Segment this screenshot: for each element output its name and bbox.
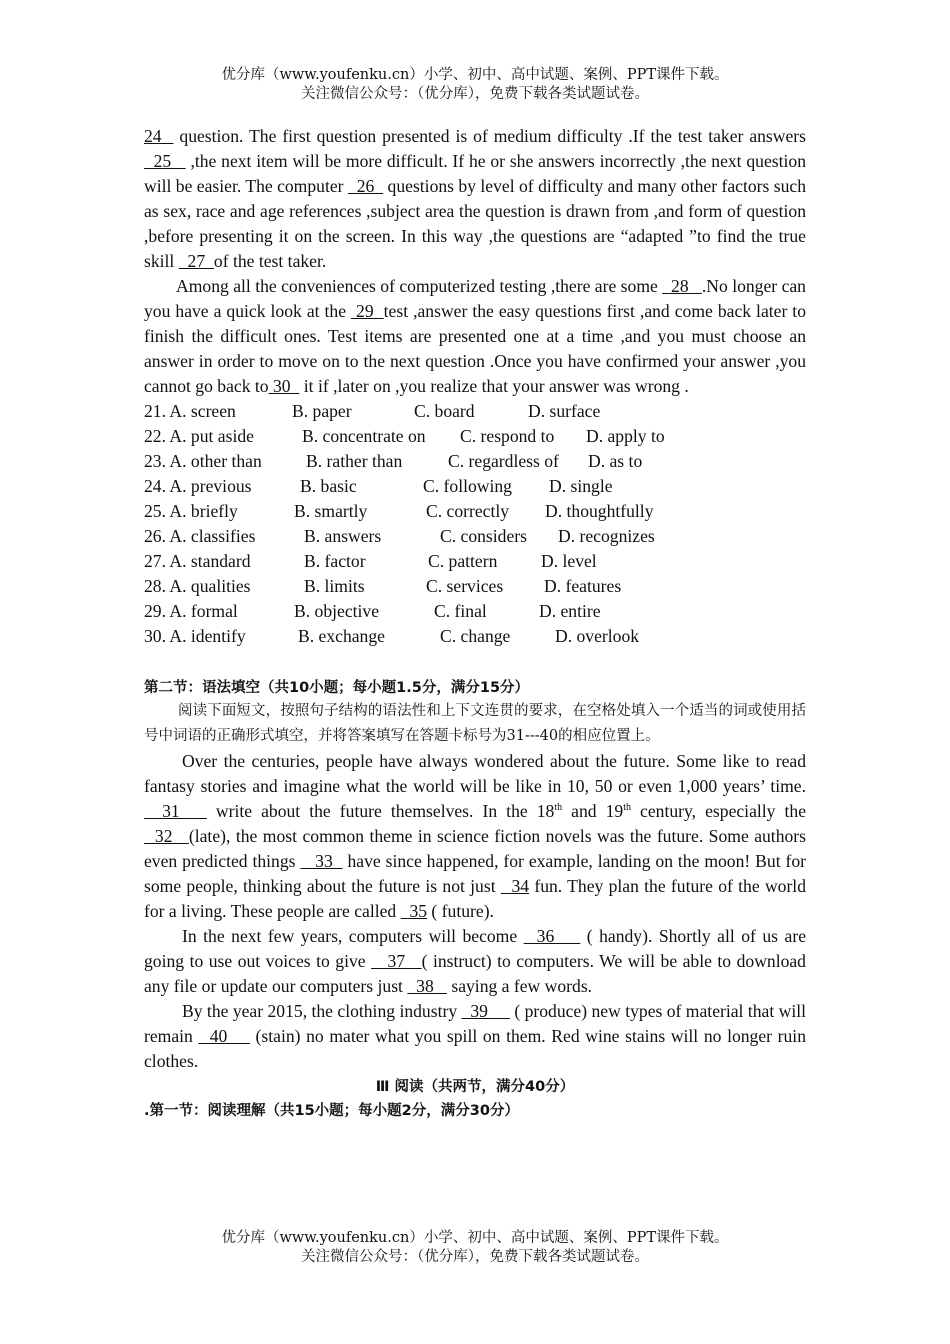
blank-30: 30 <box>268 376 300 396</box>
blank-33: 33 <box>300 851 343 871</box>
page-footer <box>0 1229 950 1267</box>
passage2-paragraph-3: By the year 2015, the clothing industry 39 ( produce) new types of material that will remain 40 (stain) no mater what you spill on them. Red wine stains will no longer ruin clothes. <box>144 1001 807 1071</box>
options-list <box>144 399 806 649</box>
header-line-2: 关注微信公众号：（优分库），免费下载各类试题试卷。 <box>301 86 649 102</box>
passage1-paragraph-1: 24 question. The first question presented is of medium difficulty .If the test taker answers 25 ,the next item will be more difficult. If he or she answers incorrectly ,the next question will be easier. The computer 26 questions by level of difficulty and many other factors such as sex, race and age references ,subject area the question is drawn from ,and form of question ,before presenting it on the screen. In this way ,the questions are “adapted ”to find the true skill 27 of the test taker. <box>144 126 807 271</box>
option-row: 30. A. identify B. exchange C. change D. overlook <box>144 626 640 646</box>
option-row: 23. A. other than B. rather than C. regardless of D. as to <box>144 451 643 471</box>
section-2-title: 第二节：语法填空（共10小题；每小题1.5分，满分15分） <box>144 680 530 696</box>
header-line-1: 优分库（www.youfenku.cn）小学、初中、高中试题、案例、PPT课件下载。 <box>221 67 729 83</box>
blank-26: 26 <box>347 176 384 196</box>
section-3-subtitle: .第一节：阅读理解（共15小题；每小题2分，满分30分） <box>144 1103 519 1119</box>
blank-37: 37 <box>371 951 422 971</box>
blank-35: 35 <box>400 901 428 921</box>
page-content <box>144 124 806 1123</box>
passage2-paragraph-1: Over the centuries, people have always wondered about the future. Some like to read fantasy stories and imagine what the world will be like in 10, 50 or even 1,000 years’ time. 31 write about the future themselves. In the 18th and 19th century, especially the 32 (late), the most common theme in science fiction novels was the future. Some authors even predicted things 33 have since happened, for example, landing on the moon! But for some people, thinking about the future is not just 34 fun. They plan the future of the world for a living. These people are called 35 ( future). <box>144 751 807 921</box>
section-2-instruction: 阅读下面短文，按照句子结构的语法性和上下文连贯的要求，在空格处填入一个适当的词或使用括号中词语的正确形式填空，并将答案填写在答题卡标号为31---40的相应位置上。 <box>144 703 806 744</box>
section-3-title: Ⅲ 阅读（共两节，满分40分） <box>375 1079 575 1095</box>
blank-25: 25 <box>144 151 186 171</box>
option-row: 21. A. screen B. paper C. board D. surface <box>144 401 601 421</box>
option-row: 26. A. classifies B. answers C. considers D. recognizes <box>144 526 655 546</box>
blank-34: 34 <box>500 876 530 896</box>
blank-40: 40 <box>198 1026 250 1046</box>
option-row: 24. A. previous B. basic C. following D. single <box>144 476 613 496</box>
option-row: 27. A. standard B. factor C. pattern D. level <box>144 551 597 571</box>
footer-line-2: 关注微信公众号：（优分库），免费下载各类试题试卷。 <box>301 1249 649 1265</box>
option-row: 25. A. briefly B. smartly C. correctly D. thoughtfully <box>144 501 654 521</box>
footer-line-1: 优分库（www.youfenku.cn）小学、初中、高中试题、案例、PPT课件下载。 <box>221 1230 729 1246</box>
blank-29: 29 <box>351 301 384 321</box>
blank-36: 36 <box>523 926 581 946</box>
option-row: 29. A. formal B. objective C. final D. entire <box>144 601 601 621</box>
blank-31: 31 <box>144 801 207 821</box>
blank-27: 27 <box>178 251 214 271</box>
passage1-paragraph-2: Among all the conveniences of computerized testing ,there are some 28 .No longer can you have a quick look at the 29 test ,answer the easy questions first ,and come back later to finish the difficult ones. Test items are presented one at a time ,and you must choose an answer in order to move on to the next question .Once you have confirmed your answer ,you cannot go back to 30 it if ,later on ,you realize that your answer was wrong . <box>144 276 806 396</box>
blank-28: 28 <box>662 276 702 296</box>
page-header <box>0 66 950 104</box>
option-row: 22. A. put aside B. concentrate on C. respond to D. apply to <box>144 426 665 446</box>
passage2-paragraph-2: In the next few years, computers will become 36 ( handy). Shortly all of us are going to use out voices to give 37 ( instruct) to computers. We will be able to download any file or update our computers just 38 saying a few words. <box>144 926 807 996</box>
blank-24: 24 <box>144 126 174 146</box>
option-row: 28. A. qualities B. limits C. services D. features <box>144 576 622 596</box>
blank-32: 32 <box>144 826 189 846</box>
blank-38: 38 <box>407 976 447 996</box>
blank-39: 39 <box>461 1001 510 1021</box>
